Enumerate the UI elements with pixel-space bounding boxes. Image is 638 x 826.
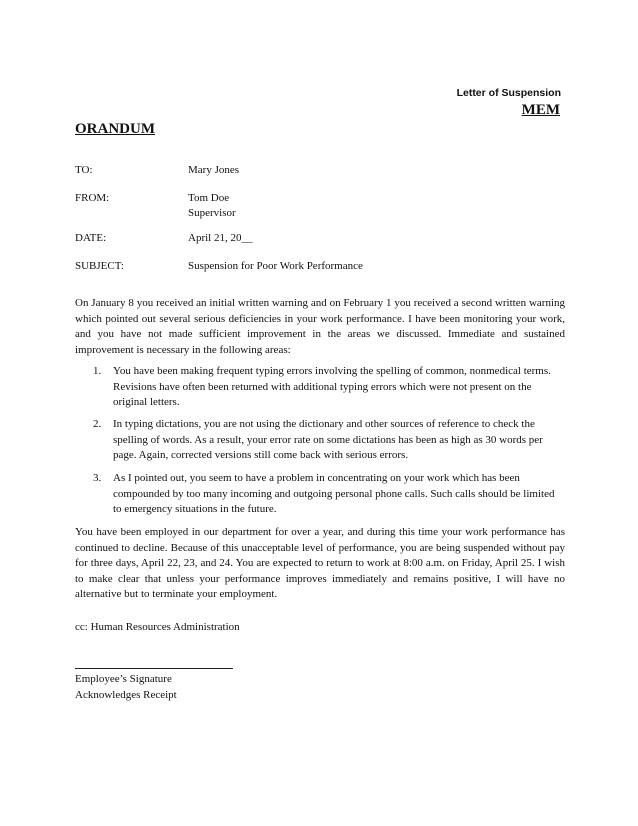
document-type-label: Letter of Suspension	[456, 87, 561, 99]
from-name: Tom Doe	[188, 192, 230, 204]
to-label: TO:	[75, 164, 93, 176]
signature-line	[75, 668, 233, 669]
to-value: Mary Jones	[188, 164, 240, 176]
list-item-text: You have been making frequent typing errors involving the spelling of common, nonmedical terms. Revisions have often been returned with additional typing errors which were not present on the original letters.	[113, 365, 551, 408]
date-value: April 21, 20__	[188, 232, 253, 244]
subject-value: Suspension for Poor Work Performance	[188, 260, 363, 272]
list-item-number: 3.	[93, 472, 102, 484]
intro-paragraph: On January 8 you received an initial written warning and on February 1 you received a second written warning which pointed out several serious deficiencies in your work performance. I have been monitoring your work, and you have not made sufficient improvement in the areas we discussed. Immediate and sustained improvement is necessary in the following areas:	[75, 297, 565, 356]
closing-paragraph: You have been employed in our department for over a year, and during this time your work performance has continued to decline. Because of this unacceptable level of performance, you are being suspended without pay for three days, April 22, 23, and 24. You are expected to return to work at 8:00 a.m. on Friday, April 25. I wish to make clear that unless your performance improves immediately and remains positive, I will have no alternative but to terminate your employment.	[75, 526, 565, 600]
list-item-number: 2.	[93, 418, 102, 430]
signature-label: Employee’s Signature	[75, 673, 172, 685]
signature-sub-label: Acknowledges Receipt	[75, 689, 177, 701]
list-item-text: As I pointed out, you seem to have a problem in concentrating on your work which has been compounded by too many incoming and outgoing personal phone calls. Such calls should be limited to emergency situations in the future.	[113, 472, 555, 515]
memorandum-title-part2: ORANDUM	[75, 121, 155, 137]
date-label: DATE:	[75, 232, 107, 244]
from-label: FROM:	[75, 192, 110, 204]
cc-line: cc: Human Resources Administration	[75, 621, 240, 633]
list-item-number: 1.	[93, 365, 102, 377]
list-item	[93, 364, 565, 411]
memorandum-title-part1: MEM	[521, 102, 560, 118]
list-item	[93, 471, 565, 518]
subject-label: SUBJECT:	[75, 260, 124, 272]
from-title: Supervisor	[188, 207, 236, 219]
list-item	[93, 417, 565, 464]
list-item-text: In typing dictations, you are not using the dictionary and other sources of reference to check the spelling of words. As a result, your error rate on some dictations has been as high as 30 words per page. Again, corrected versions still come back with serious errors.	[113, 418, 543, 461]
